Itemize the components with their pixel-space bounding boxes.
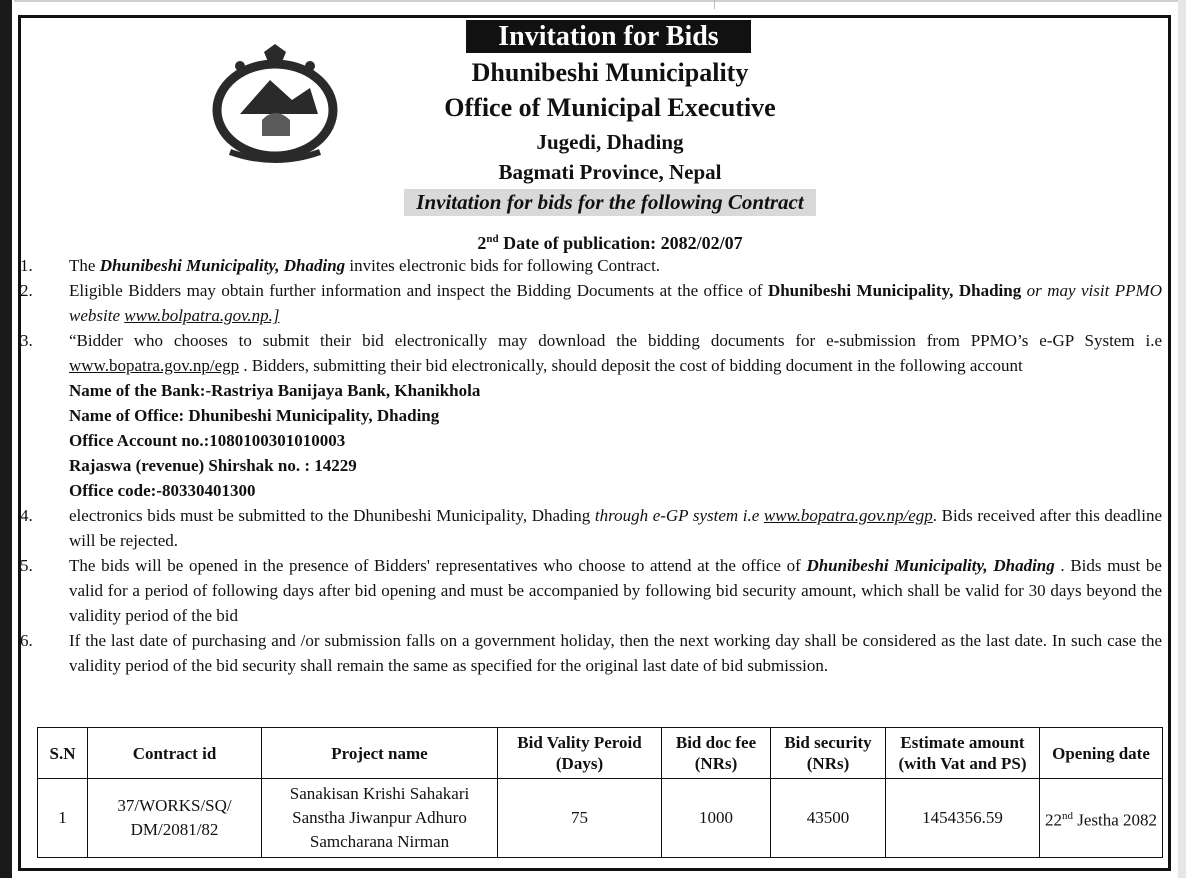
top-rule (14, 0, 1186, 2)
office-location: Jugedi, Dhading (536, 130, 684, 154)
municipality-ref: Dhunibeshi Municipality, Dhading (806, 556, 1055, 575)
office-account: Office Account no.:1080100301010003 (69, 431, 346, 450)
col-header: Project name (262, 728, 498, 779)
cell-security: 43500 (771, 779, 886, 858)
item-number: 1. (20, 256, 33, 275)
cell-contract-id: 37/WORKS/SQ/ DM/2081/82 (88, 779, 262, 858)
item-text: “Bidder who chooses to submit their bid electronically may download the bidding documents for e-submission from PPMO’s e-GP System i.e www.bopatra.gov.np/egp . Bidders, submitting their bid electronically, should deposit the cost of bidding document in the following account Name of the Bank:-Rastriya Banijaya Bank, Khanikhola Name of Office: Dhunibeshi Municipality, Dhading Office Account no.:1080100301010003 Rajaswa (revenue) Shirshak no. : 14229 Office code:-80330401300 (69, 331, 1162, 500)
col-header: Contract id (88, 728, 262, 779)
office-name: Office of Municipal Executive (444, 93, 776, 122)
right-scan-edge (1178, 0, 1186, 878)
cell-opening-date: 22nd Jestha 2082 (1040, 779, 1163, 858)
egp-link[interactable]: www.bopatra.gov.np/egp (763, 506, 933, 525)
col-header: Bid Vality Peroid (Days) (498, 728, 662, 779)
pub-ordinal: 2 (477, 233, 487, 253)
contract-subheading: Invitation for bids for the following Contract (404, 189, 816, 216)
egp-link[interactable]: www.bopatra.gov.np/egp (69, 356, 240, 375)
publication-date (360, 226, 860, 256)
revenue-heading: Rajaswa (revenue) Shirshak no. : 14229 (69, 456, 357, 475)
col-header: Estimate amount (with Vat and PS) (886, 728, 1040, 779)
cell-estimate: 1454356.59 (886, 779, 1040, 858)
item-text: electronics bids must be submitted to the Dhunibeshi Municipality, Dhading through e-GP system i.e www.bopatra.gov.np/egp. Bids received after this deadline will be rejected. (69, 506, 1162, 550)
table-row (38, 779, 1163, 858)
cell-project-name: Sanakisan Krishi Sahakari Sanstha Jiwanpur Adhuro Samcharana Nirman (262, 779, 498, 858)
top-rule-tick (714, 0, 715, 9)
list-item (20, 628, 1162, 678)
item-number: 4. (20, 506, 33, 525)
pub-ordinal-suffix: nd (486, 233, 499, 245)
contract-table (37, 727, 1163, 858)
cell-validity: 75 (498, 779, 662, 858)
bolpatra-link[interactable]: www.bolpatra.gov.np.] (124, 306, 280, 325)
col-header: Bid security (NRs) (771, 728, 886, 779)
item-number: 5. (20, 556, 33, 575)
table-header-row (38, 728, 1163, 779)
cell-sn: 1 (38, 779, 88, 858)
col-header: S.N (38, 728, 88, 779)
list-item (20, 553, 1162, 628)
province: Bagmati Province, Nepal (498, 160, 722, 184)
item-text: Eligible Bidders may obtain further information and inspect the Bidding Documents at the office of Dhunibeshi Municipality, Dhading or may visit PPMO website www.bolpatra.gov.np.] (69, 281, 1162, 325)
list-item (20, 503, 1162, 553)
left-scan-edge (0, 0, 12, 878)
office-code: Office code:-80330401300 (69, 481, 256, 500)
municipality-ref: Dhunibeshi Municipality, Dhading (99, 256, 346, 275)
list-item (20, 278, 1162, 328)
nepal-emblem-icon (200, 44, 350, 168)
notice-list (20, 253, 1162, 678)
list-item (20, 328, 1162, 503)
list-item (20, 253, 1162, 278)
col-header: Bid doc fee (NRs) (662, 728, 771, 779)
item-number: 6. (20, 631, 33, 650)
item-text: The Dhunibeshi Municipality, Dhading invites electronic bids for following Contract. (69, 256, 661, 275)
item-number: 2. (20, 281, 33, 300)
item-text: If the last date of purchasing and /or submission falls on a government holiday, then the next working day shall be considered as the last date. In such case the validity period of the bid security shall remain the same as specified for the original last date of bid submission. (69, 631, 1162, 675)
item-number: 3. (20, 331, 33, 350)
banner-title: Invitation for Bids (466, 20, 751, 53)
bank-name: Name of the Bank:-Rastriya Banijaya Bank, Khanikhola (69, 381, 481, 400)
municipality-name: Dhunibeshi Municipality (471, 58, 749, 87)
office-name-detail: Name of Office: Dhunibeshi Municipality, Dhading (69, 406, 440, 425)
cell-doc-fee: 1000 (662, 779, 771, 858)
municipality-ref: Dhunibeshi Municipality, Dhading (767, 281, 1022, 300)
pub-text: Date of publication: 2082/02/07 (503, 233, 743, 253)
col-header: Opening date (1040, 728, 1163, 779)
item-text: The bids will be opened in the presence of Bidders' representatives who choose to attend at the office of Dhunibeshi Municipality, Dhading . Bids must be valid for a period of following days after bid opening and must be accompanied by following bid security amount, which shall be valid for 30 days beyond the validity period of the bid (69, 556, 1162, 625)
